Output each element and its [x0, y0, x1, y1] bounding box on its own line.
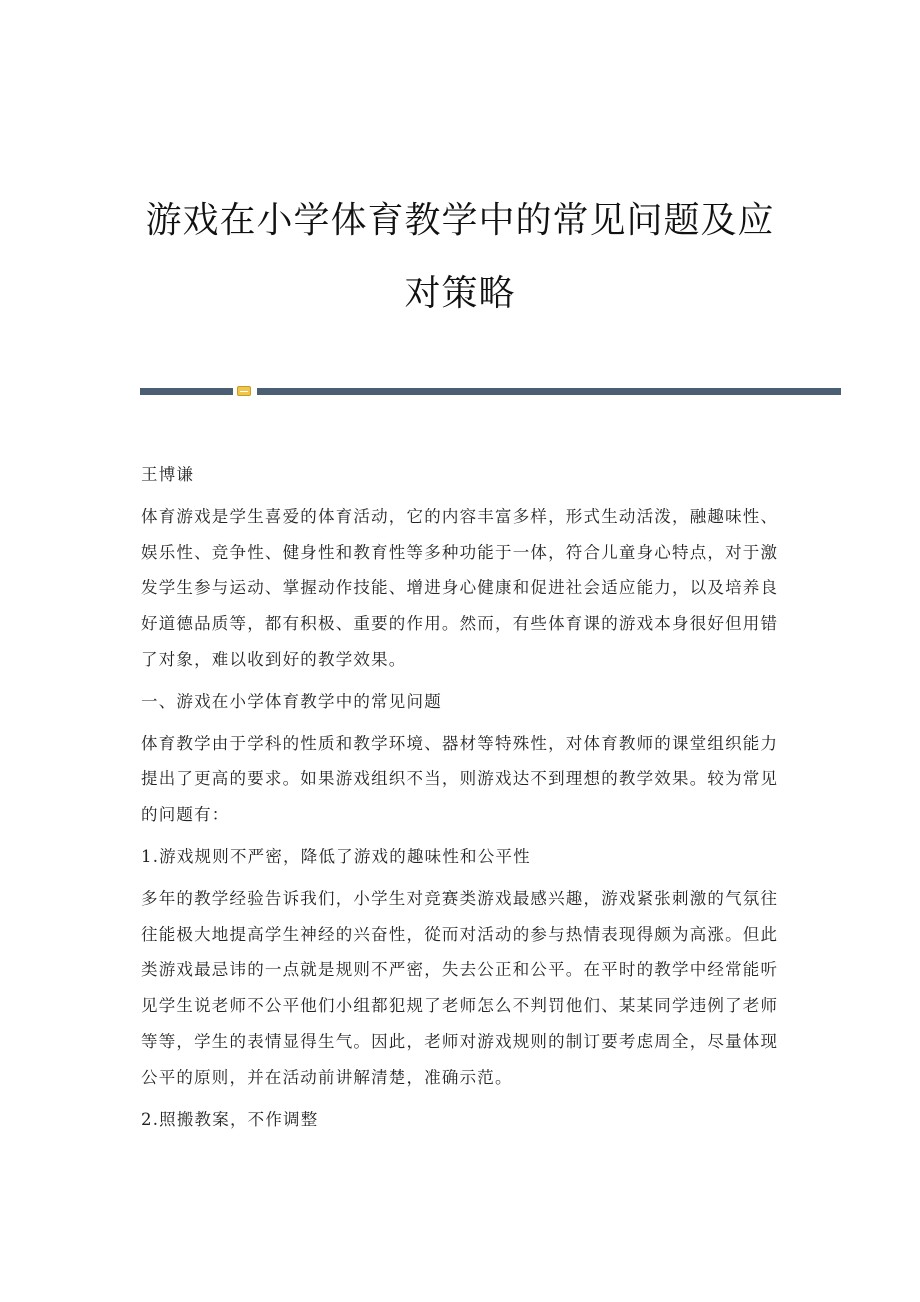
author-name: 王博谦 [141, 465, 195, 484]
paragraph-subheading-1: 多年的教学经验告诉我们，小学生对竞赛类游戏最感兴趣，游戏紧张刺激的气氛往往能极大地提高学生神经的兴奋性，從而对活动的参与热情表现得颇为高涨。但此类游戏最忌讳的一点就是规则不严密，失去公正和公平。在平时的教学中经常能听见学生说老师不公平他们小组都犯规了老师怎么不判罚他们、某某同学违例了老师等等，学生的表情显得生气。因此，老师对游戏规则的制订要考虑周全，尽量体现公平的原则，并在活动前讲解清楚，准确示范。 [141, 888, 779, 1087]
document-body [141, 457, 791, 1137]
divider-bar-left [140, 388, 233, 395]
divider-bar-right [257, 388, 841, 395]
document-title-line-2: 对策略 [404, 273, 516, 314]
title-divider [140, 386, 841, 395]
document-title-line-1: 游戏在小学体育教学中的常见问题及应 [145, 200, 775, 241]
paragraph-intro: 体育游戏是学生喜爱的体育活动，它的内容丰富多样，形式生动活泼，融趣味性、娱乐性、竞争性、健身性和教育性等多种功能于一体，符合儿童身心特点，对于激发学生参与运动、掌握动作技能、增进身心健康和促进社会适应能力，以及培养良好道德品质等，都有积极、重要的作用。然而，有些体育课的游戏本身很好但用错了对象，难以收到好的教学效果。 [141, 506, 779, 669]
paragraph-section-1-intro: 体育教学由于学科的性质和教学环境、器材等特殊性，对体育教师的课堂组织能力提出了更高的要求。如果游戏组织不当，则游戏达不到理想的教学效果。较为常见的问题有： [141, 733, 779, 825]
divider-envelope-icon [237, 386, 251, 396]
subheading-1: 1.游戏规则不严密，降低了游戏的趣味性和公平性 [141, 846, 531, 866]
section-heading-1: 一、游戏在小学体育教学中的常见问题 [141, 691, 442, 711]
subheading-2: 2.照搬教案，不作调整 [141, 1109, 319, 1129]
